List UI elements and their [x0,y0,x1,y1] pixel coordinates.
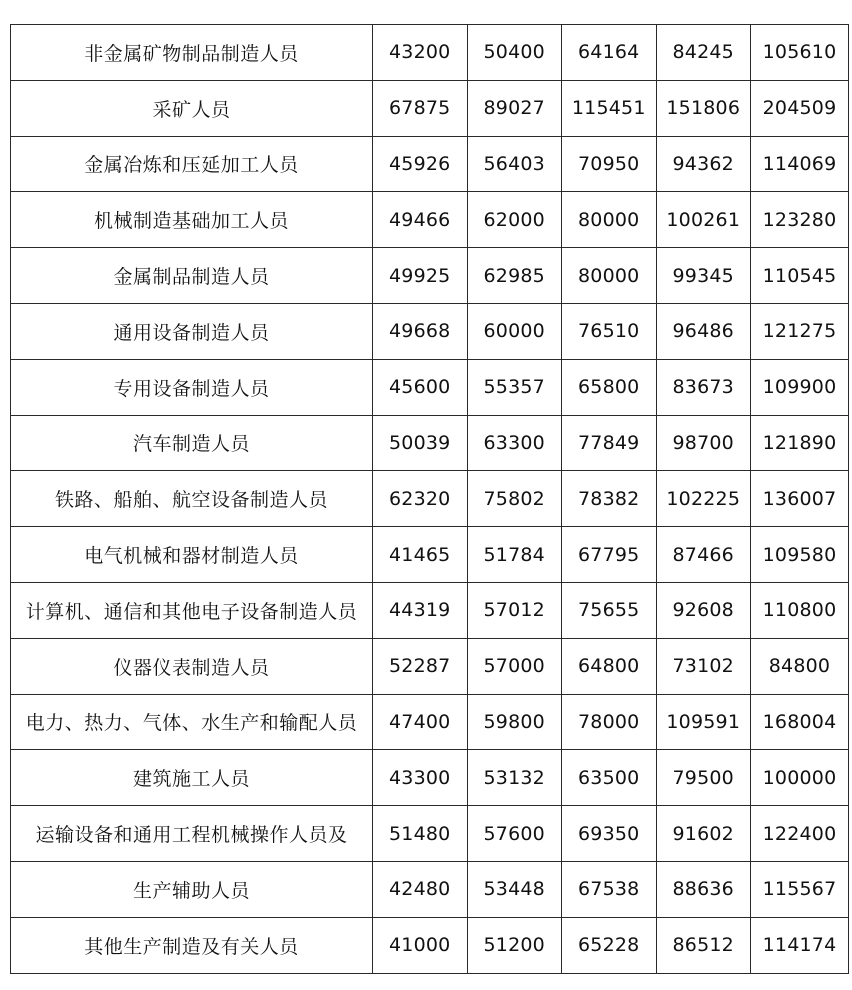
table-row [11,415,849,471]
occupation-cell: 通用设备制造人员 [11,303,373,359]
value-cell: 91602 [656,806,751,862]
value-cell: 115451 [562,80,657,136]
value-cell: 60000 [467,303,562,359]
table-row [11,248,849,304]
value-cell: 122400 [751,806,849,862]
value-cell: 94362 [656,136,751,192]
value-cell: 49925 [373,248,468,304]
value-cell: 56403 [467,136,562,192]
value-cell: 51480 [373,806,468,862]
value-cell: 80000 [562,248,657,304]
occupation-cell: 电力、热力、气体、水生产和输配人员 [11,694,373,750]
value-cell: 88636 [656,861,751,917]
occupation-cell: 非金属矿物制品制造人员 [11,25,373,81]
value-cell: 64800 [562,638,657,694]
value-cell: 51784 [467,527,562,583]
value-cell: 121275 [751,303,849,359]
occupation-cell: 建筑施工人员 [11,750,373,806]
value-cell: 59800 [467,694,562,750]
table-row [11,359,849,415]
value-cell: 57000 [467,638,562,694]
value-cell: 115567 [751,861,849,917]
value-cell: 109591 [656,694,751,750]
value-cell: 52287 [373,638,468,694]
table-row [11,303,849,359]
table-row [11,527,849,583]
value-cell: 67795 [562,527,657,583]
value-cell: 45600 [373,359,468,415]
value-cell: 75802 [467,471,562,527]
value-cell: 79500 [656,750,751,806]
value-cell: 110545 [751,248,849,304]
value-cell: 57012 [467,582,562,638]
value-cell: 83673 [656,359,751,415]
value-cell: 49466 [373,192,468,248]
table-row [11,917,849,973]
value-cell: 69350 [562,806,657,862]
occupation-cell: 电气机械和器材制造人员 [11,527,373,583]
value-cell: 109580 [751,527,849,583]
value-cell: 76510 [562,303,657,359]
table-row [11,136,849,192]
value-cell: 43300 [373,750,468,806]
value-cell: 99345 [656,248,751,304]
value-cell: 63300 [467,415,562,471]
value-cell: 105610 [751,25,849,81]
value-cell: 136007 [751,471,849,527]
table-row [11,80,849,136]
value-cell: 65800 [562,359,657,415]
value-cell: 110800 [751,582,849,638]
value-cell: 47400 [373,694,468,750]
value-cell: 50400 [467,25,562,81]
occupation-cell: 其他生产制造及有关人员 [11,917,373,973]
value-cell: 86512 [656,917,751,973]
value-cell: 100261 [656,192,751,248]
value-cell: 53132 [467,750,562,806]
value-cell: 114174 [751,917,849,973]
table-row [11,861,849,917]
table-row [11,694,849,750]
value-cell: 62000 [467,192,562,248]
wage-table [10,24,849,974]
value-cell: 151806 [656,80,751,136]
value-cell: 96486 [656,303,751,359]
occupation-cell: 生产辅助人员 [11,861,373,917]
value-cell: 73102 [656,638,751,694]
table-row [11,638,849,694]
value-cell: 44319 [373,582,468,638]
value-cell: 100000 [751,750,849,806]
value-cell: 50039 [373,415,468,471]
table-row [11,471,849,527]
value-cell: 77849 [562,415,657,471]
occupation-cell: 铁路、船舶、航空设备制造人员 [11,471,373,527]
value-cell: 41465 [373,527,468,583]
occupation-cell: 运输设备和通用工程机械操作人员及 [11,806,373,862]
value-cell: 43200 [373,25,468,81]
value-cell: 80000 [562,192,657,248]
table-row [11,582,849,638]
occupation-cell: 机械制造基础加工人员 [11,192,373,248]
value-cell: 67538 [562,861,657,917]
value-cell: 70950 [562,136,657,192]
value-cell: 89027 [467,80,562,136]
value-cell: 78382 [562,471,657,527]
value-cell: 87466 [656,527,751,583]
value-cell: 92608 [656,582,751,638]
occupation-cell: 仪器仪表制造人员 [11,638,373,694]
value-cell: 84245 [656,25,751,81]
value-cell: 67875 [373,80,468,136]
table-row [11,806,849,862]
table-row [11,750,849,806]
value-cell: 55357 [467,359,562,415]
value-cell: 84800 [751,638,849,694]
value-cell: 123280 [751,192,849,248]
value-cell: 109900 [751,359,849,415]
value-cell: 41000 [373,917,468,973]
occupation-cell: 金属冶炼和压延加工人员 [11,136,373,192]
table-row [11,25,849,81]
value-cell: 204509 [751,80,849,136]
value-cell: 62320 [373,471,468,527]
occupation-cell: 金属制品制造人员 [11,248,373,304]
value-cell: 102225 [656,471,751,527]
occupation-cell: 专用设备制造人员 [11,359,373,415]
value-cell: 78000 [562,694,657,750]
occupation-cell: 汽车制造人员 [11,415,373,471]
value-cell: 62985 [467,248,562,304]
table-row [11,192,849,248]
value-cell: 98700 [656,415,751,471]
value-cell: 57600 [467,806,562,862]
value-cell: 45926 [373,136,468,192]
value-cell: 64164 [562,25,657,81]
table-body [11,25,849,974]
value-cell: 53448 [467,861,562,917]
value-cell: 65228 [562,917,657,973]
value-cell: 75655 [562,582,657,638]
value-cell: 114069 [751,136,849,192]
value-cell: 63500 [562,750,657,806]
value-cell: 49668 [373,303,468,359]
value-cell: 168004 [751,694,849,750]
occupation-cell: 采矿人员 [11,80,373,136]
value-cell: 42480 [373,861,468,917]
value-cell: 51200 [467,917,562,973]
value-cell: 121890 [751,415,849,471]
occupation-cell: 计算机、通信和其他电子设备制造人员 [11,582,373,638]
